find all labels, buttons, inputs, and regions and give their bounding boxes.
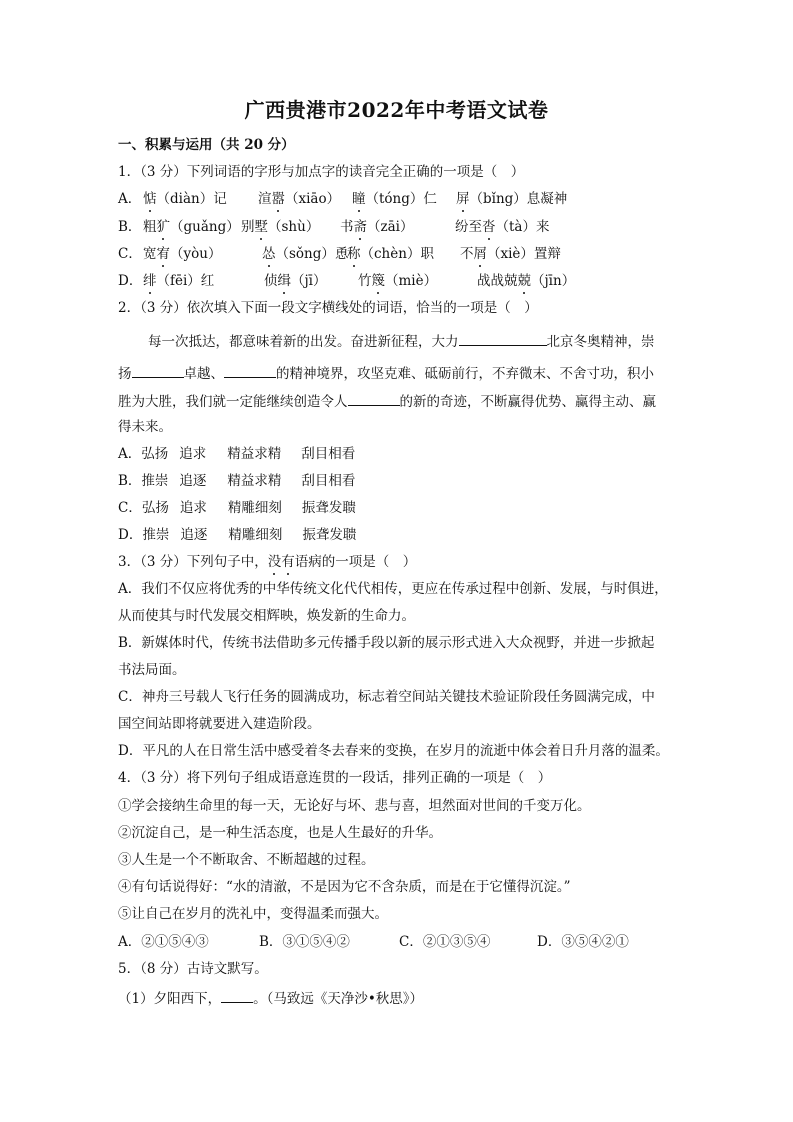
q5-item-1: （1）夕阳西下， 。（马致远《天净沙•秋思》） (118, 988, 423, 1008)
q4-sentence-4: ④有句话说得好：“水的清澈，不是因为它不含杂质，而是在于它懂得沉淀。” (118, 879, 571, 895)
page-title: 广西贵港市2022年中考语文试卷 (244, 98, 549, 122)
fill-blank-2[interactable] (132, 363, 184, 378)
q1-b-item-2: 别墅（shù） (241, 219, 320, 235)
q1-d-item-4: 战战兢兢（jīn） (477, 273, 576, 289)
q4-option-d: D．③⑤④②① (537, 934, 629, 950)
q3-option-c-line-2: 国空间站即将就要进入建造阶段。 (118, 716, 321, 732)
q4-option-b: B．③①⑤④② (259, 934, 350, 950)
fill-blank-1[interactable] (459, 331, 547, 346)
q1-a-item-1: 惦（diàn）记 (143, 191, 227, 207)
q2-passage-line-4: 得未来。 (118, 419, 172, 435)
q1-a-item-2: 渲嚣（xiāo） (258, 191, 341, 207)
q4-sentence-3: ③人生是一个不断取舍、不断超越的过程。 (118, 852, 375, 868)
q4-sentence-1: ①学会接纳生命里的每一天，无论好与坏、悲与喜，坦然面对世间的千变万化。 (118, 798, 591, 814)
q1-option-b: B． (118, 219, 142, 235)
q2-passage-line-1: 每一次抵达，都意味着新的出发。奋进新征程，大力 北京冬奥精神，崇 (148, 331, 655, 351)
fill-blank-poem[interactable] (221, 988, 253, 1003)
question-5-stem: 5．（8 分）古诗文默写。 (118, 961, 268, 977)
q3-option-b-line-1: B．新媒体时代，传统书法借助多元传播手段以新的展示形式进入大众视野，并进一步掀起 (118, 635, 655, 651)
q1-b-item-1: 粗犷（guǎng） (143, 219, 240, 235)
question-4-stem: 4．（3 分）将下列句子组成语意连贯的一段话，排列正确的一项是（ ） (118, 770, 552, 786)
fill-blank-4[interactable] (348, 391, 400, 406)
q1-d-item-2: 侦缉（jī） (264, 273, 327, 289)
q1-option-c: C． (118, 246, 142, 262)
question-2-stem: 2．（3 分）依次填入下面一段文字横线处的词语，恰当的一项是（ ） (118, 300, 538, 316)
section-heading: 一、积累与运用（共 20 分） (118, 137, 295, 153)
q1-a-item-3: 瞳（tóng）仁 (352, 191, 437, 207)
q1-c-item-1: 宽宥（yòu） (143, 246, 222, 262)
q1-c-item-2: 怂（sǒng）恿 (262, 246, 349, 262)
q2-option-b: B．推崇 追逐 精益求精 刮目相看 (118, 473, 356, 489)
q1-d-item-3: 竹篾（miè） (358, 273, 438, 289)
q4-option-a: A．②①⑤④③ (118, 934, 209, 950)
q1-option-d: D． (118, 273, 143, 289)
q1-option-a: A． (118, 191, 142, 207)
q3-option-b-line-2: 书法局面。 (118, 662, 186, 678)
q4-option-c: C．②①③⑤④ (399, 934, 491, 950)
q1-c-item-4: 不屑（xiè）置辩 (460, 246, 561, 262)
question-3-stem: 3．（3 分）下列句子中，没有语病的一项是（ ） (118, 554, 417, 570)
q3-option-c-line-1: C．神舟三号载人飞行任务的圆满成功，标志着空间站关键技术验证阶段任务圆满完成，中 (118, 689, 655, 705)
q3-option-d: D．平凡的人在日常生活中感受着冬去春来的变换，在岁月的流逝中体会着日升月落的温柔。 (118, 743, 669, 759)
q1-d-item-1: 绯（fēi）红 (143, 273, 215, 289)
fill-blank-3[interactable] (224, 363, 276, 378)
q3-option-a-line-2: 从而使其与时代发展交相辉映，焕发新的生命力。 (118, 608, 415, 624)
q2-option-a: A．弘扬 追求 精益求精 刮目相看 (118, 446, 356, 462)
q1-b-item-4: 纷至沓（tà）来 (455, 219, 550, 235)
q3-option-a-line-1: A．我们不仅应将优秀的中华传统文化代代相传，更应在传承过程中创新、发展，与时俱进， (118, 581, 668, 597)
q2-passage-line-3: 胜为大胜，我们就一定能继续创造令人 的新的奇迹，不断赢得优势、赢得主动、赢 (118, 391, 656, 411)
q4-sentence-5: ⑤让自己在岁月的洗礼中，变得温柔而强大。 (118, 906, 388, 922)
q2-option-c: C．弘扬 追求 精雕细刻 振聋发聩 (118, 500, 356, 516)
q4-sentence-2: ②沉淀自己，是一种生活态度，也是人生最好的升华。 (118, 825, 442, 841)
q1-c-item-3: 称（chèn）职 (347, 246, 434, 262)
q1-b-item-3: 书斋（zāi） (340, 219, 414, 235)
q2-passage-line-2: 扬 卓越、 的精神境界，攻坚克难、砥砺前行，不弃微末、不舍寸功，积小 (118, 363, 654, 383)
q1-a-item-4: 屏（bǐng）息凝神 (456, 191, 568, 207)
q2-option-d: D．推崇 追逐 精雕细刻 振聋发聩 (118, 527, 357, 543)
question-1-stem: 1．（3 分）下列词语的字形与加点字的读音完全正确的一项是（ ） (118, 164, 525, 180)
